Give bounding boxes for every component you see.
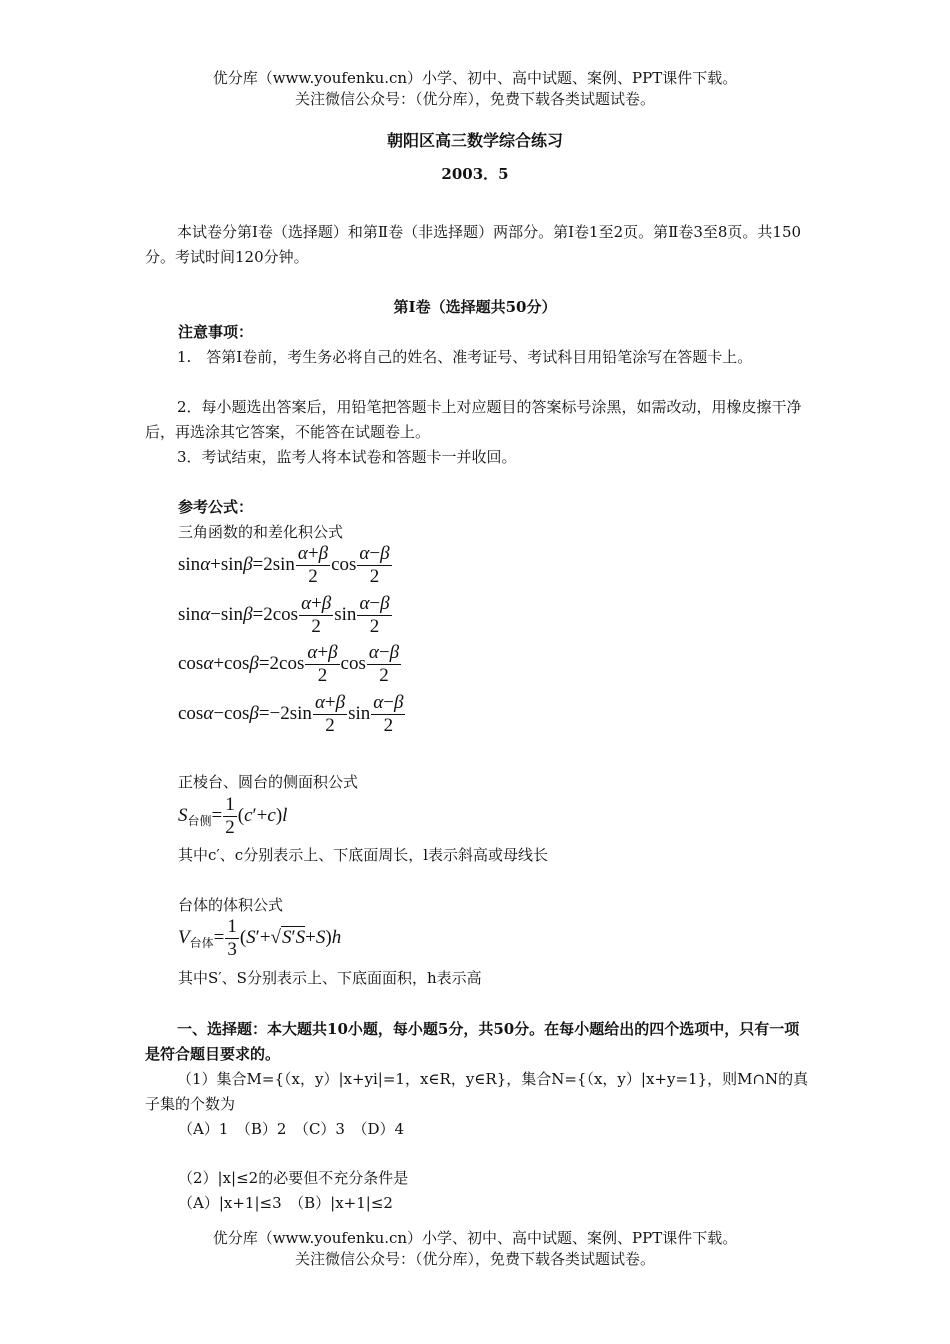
frustum-volume-note: 其中S′、S分别表示上、下底面面积，h表示高 bbox=[178, 969, 482, 987]
subscript-body: 台体 bbox=[189, 935, 214, 950]
intro-paragraph: 本试卷分第Ⅰ卷（选择题）和第Ⅱ卷（非选择题）两部分。第Ⅰ卷1至2页。第Ⅱ卷3至8页。共150分。考试时间120分钟。 bbox=[145, 223, 802, 266]
formula-sin-plus-sin: sinα+sinβ=2sin $\frac{\alpha+\beta}{2}$ cos $\frac{\alpha-\beta}{2}$ bbox=[178, 543, 390, 587]
note-item-3: 3．考试结束，监考人将本试卷和答题卡一并收回。 bbox=[177, 448, 517, 466]
formula-cos-plus-cos: cosα+cosβ=2cos $\frac{\alpha+\beta}{2}$ cos $\frac{\alpha-\beta}{2}$ bbox=[178, 642, 400, 686]
site-footer-line1: 优分库（www.youfenku.cn）小学、初中、高中试题、案例、PPT课件下载。 bbox=[212, 1229, 738, 1247]
question-2: （2）|x|≤2的必要但不充分条件是 bbox=[178, 1169, 409, 1187]
frustum-volume-title: 台体的体积公式 bbox=[178, 896, 284, 914]
formula-frustum-volume: $V_{台体}=$ $\frac{1}{3}$ (S′+√S′S+S)h bbox=[178, 916, 342, 960]
site-header-line1: 优分库（www.youfenku.cn）小学、初中、高中试题、案例、PPT课件下载。 bbox=[212, 69, 738, 87]
subscript-side: 台侧 bbox=[187, 813, 212, 828]
frustum-area-title: 正棱台、圆台的侧面积公式 bbox=[178, 773, 359, 791]
frustum-area-note: 其中c′、c分别表示上、下底面周长，l表示斜高或母线长 bbox=[178, 846, 549, 864]
note-item-1: 1. 答第Ⅰ卷前，考生务必将自己的姓名、准考证号、考试科目用铅笔涂写在答题卡上。 bbox=[177, 348, 753, 366]
site-header-line2: 关注微信公众号：（优分库），免费下载各类试题试卷。 bbox=[294, 90, 655, 108]
note-item-2: 2．每小题选出答案后，用铅笔把答题卡上对应题目的答案标号涂黑，如需改动，用橡皮擦干净后，再选涂其它答案，不能答在试题卷上。 bbox=[145, 398, 802, 441]
formula-sin-minus-sin: sinα−sinβ=2cos $\frac{\alpha+\beta}{2}$ sin $\frac{\alpha-\beta}{2}$ bbox=[178, 593, 390, 637]
question-1-options: （A）1 （B）2 （C）3 （D）4 bbox=[178, 1120, 405, 1138]
part1-title: 第Ⅰ卷（选择题共50分） bbox=[393, 298, 557, 316]
section1-heading: 一、选择题：本大题共10小题，每小题5分，共50分。在每小题给出的四个选项中，只有一项是符合题目要求的。 bbox=[145, 1020, 800, 1063]
question-2-options: （A）|x+1|≤3 （B）|x+1|≤2 bbox=[178, 1194, 393, 1212]
exam-date: 2003．5 bbox=[441, 165, 509, 183]
formulas-heading: 参考公式： bbox=[178, 498, 254, 516]
site-footer-line2: 关注微信公众号：（优分库），免费下载各类试题试卷。 bbox=[294, 1250, 655, 1268]
formula-frustum-lateral-area: $S_{台侧}=$ $\frac{1}{2}$ (c′+c)l bbox=[178, 794, 288, 838]
page-title: 朝阳区高三数学综合练习 bbox=[386, 131, 563, 150]
notes-heading: 注意事项： bbox=[178, 323, 254, 341]
question-1: （1）集合M={（x，y）|x+yi|=1，x∈R，y∈R}，集合N={（x，y）|x+y=1}，则M∩N的真子集的个数为 bbox=[145, 1070, 809, 1113]
trig-formula-title: 三角函数的和差化积公式 bbox=[178, 523, 344, 541]
formula-cos-minus-cos: cosα−cosβ=−2sin $\frac{\alpha+\beta}{2}$ sin $\frac{\alpha-\beta}{2}$ bbox=[178, 692, 404, 736]
